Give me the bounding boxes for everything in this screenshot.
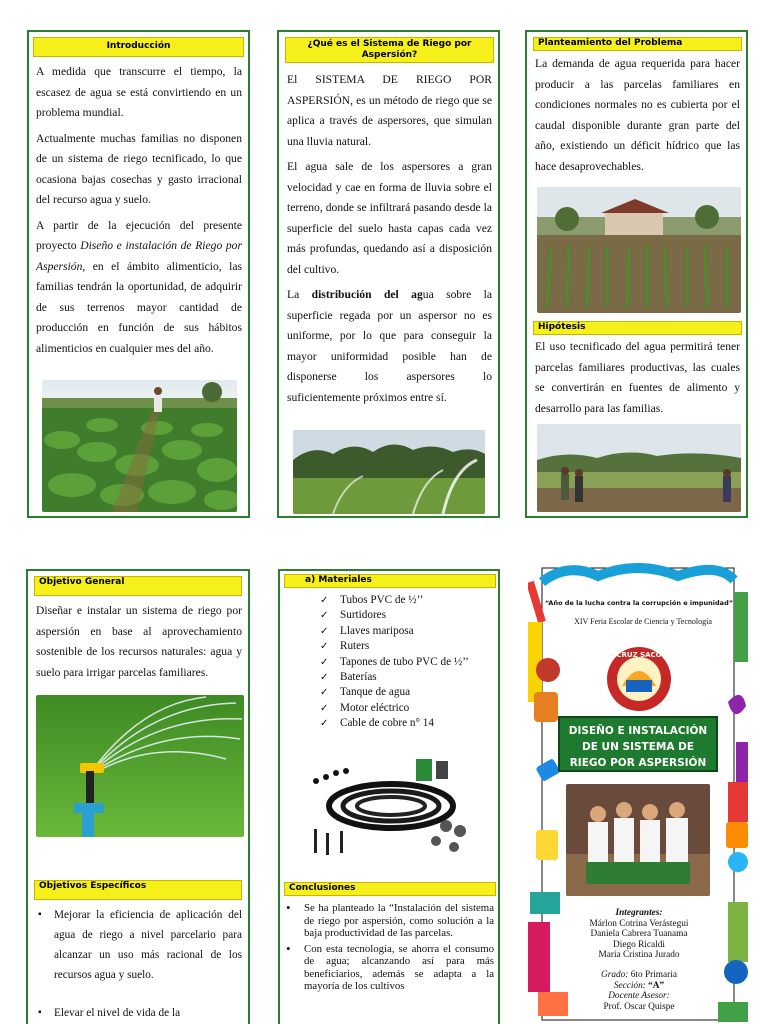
conclusion-item: • Con esta tecnología, se ahorra el consumo de agua; alcanzando así para más beneficiarios, además se adapta a la mayoría de los cultivos	[284, 943, 494, 993]
material-item: ✓ Cable de cobre n° 14	[320, 716, 498, 731]
people-field-photo	[537, 424, 741, 512]
materials-panel	[278, 569, 500, 1024]
member-name: María Cristina Jurado	[598, 950, 680, 961]
member-name: Daniela Cabrera Tuanama	[590, 929, 688, 940]
cover-panel	[528, 562, 750, 1024]
system-paragraph-1: El SISTEMA DE RIEGO POR ASPERSIÓN, es un método de riego que se aplica a través de aspersores, que simulan una lluvia natural.	[287, 73, 492, 148]
system-header: ¿Qué es el Sistema de Riego por Aspersión?	[285, 37, 494, 63]
sprinkler-field-photo	[293, 430, 485, 514]
objective-text: Diseñar e instalar un sistema de riego por aspersión en base al aprovechamiento sostenible de los recursos naturales: agua y suelo para irrigar parcelas familiares.	[36, 604, 242, 679]
problem-header: Planteamiento del Problema	[533, 37, 742, 51]
system-panel	[277, 30, 500, 518]
conclusions-header: Conclusiones	[284, 882, 496, 896]
materials-list	[320, 593, 498, 732]
specific-objective-item: ▪ Elevar el nivel de vida de la	[38, 1003, 242, 1023]
material-item: ✓ Surtidores	[320, 608, 498, 623]
material-item: ✓ Baterías	[320, 670, 498, 685]
grade-line: Grado: 6to Primaria	[601, 969, 677, 980]
member-name: Márlon Cotrina Verástegui	[589, 918, 689, 929]
crop-field-photo	[42, 380, 237, 512]
system-text	[287, 70, 492, 413]
cover-motto: “Año de la lucha contra la corrupción e impunidad”	[544, 599, 733, 607]
specific-objectives-list	[38, 905, 242, 1024]
intro-paragraph-1: A medida que transcurre el tiempo, la escasez de agua se está convirtiendo en un problema mundial.	[36, 65, 242, 119]
objective-header: Objetivo General	[34, 576, 242, 596]
intro-header: Introducción	[33, 37, 244, 57]
material-item: ✓ Ruters	[320, 639, 498, 654]
objectives-panel	[26, 569, 250, 1024]
intro-text	[36, 62, 242, 364]
advisor-label: Docente Asesor:	[608, 991, 670, 1002]
intro-paragraph-3: A partir de la ejecución del presente proyecto Diseño e instalación de Riego por Aspersión, en el ámbito alimenticio, las familias tendrán la oportunidad, de adquirir de sus terrenos mayor cantidad de producción en función de sus hábitos alimenticios en cualquier mes del año.	[36, 218, 242, 355]
conclusions-list	[284, 902, 494, 996]
intro-paragraph-2: Actualmente muchas familias no disponen de un sistema de riego tecnificado, lo que ocasiona bajas cosechas y gasto irracional del recurso agua y suelo.	[36, 131, 242, 206]
material-item: ✓ Tapones de tubo PVC de ½’’	[320, 655, 498, 670]
material-item: ✓ Llaves mariposa	[320, 624, 498, 639]
cover-title: DISEÑO E INSTALACIÓN DE UN SISTEMA DE RIEGO POR ASPERSIÓN	[558, 716, 718, 772]
advisor-name: Prof. Oscar Quispe	[603, 1001, 675, 1012]
members-label: Integrantes:	[615, 908, 663, 918]
sprinkler-lawn-photo	[36, 695, 244, 837]
farmhouse-photo	[537, 187, 741, 313]
system-paragraph-2: El agua sale de los aspersores a gran velocidad y cae en forma de lluvia sobre el terreno, donde se infiltrará pasando desde la superficie del suelo hasta capas cada vez más profundas, quedando así a disposición del cultivo.	[287, 160, 492, 276]
member-name: Diego Ricaldi	[613, 939, 665, 950]
cover-members	[548, 908, 730, 1012]
materials-header: a) Materiales	[284, 574, 496, 588]
irrigation-kit-photo	[296, 751, 486, 861]
intro-panel	[27, 30, 250, 518]
hypothesis-text: El uso tecnificado del agua permitirá tener parcelas familiares productivas, las cuales se convertirán en fuentes de alimento y desarrollo para las familias.	[535, 340, 740, 415]
cover-fair-name: XIV Feria Escolar de Ciencia y Tecnología	[574, 617, 712, 626]
team-photo	[566, 784, 710, 896]
specific-objectives-header: Objetivos Específicos	[34, 880, 242, 900]
hypothesis-header: Hipótesis	[533, 321, 742, 335]
specific-objective-item: ▪ Mejorar la eficiencia de aplicación del agua de riego a nivel parcelario para alcanzar un uso más racional de los recursos agua y suelo.	[38, 905, 242, 985]
material-item: ✓ Tanque de agua	[320, 685, 498, 700]
conclusion-item: • Se ha planteado la “Instalación del sistema de riego por aspersión, como solución a la baja productividad de las parcelas.	[284, 902, 494, 940]
problem-panel	[525, 30, 748, 518]
logo-text: CRUZ SACO	[616, 651, 662, 659]
material-item: ✓ Motor eléctrico	[320, 701, 498, 716]
school-logo	[606, 646, 672, 712]
system-paragraph-3: La distribución del agua sobre la superficie regada por un aspersor no es uniforme, por lo que para conseguir la mayor uniformidad posible han de disponerse los aspersores lo suficientemente próximos entre sí.	[287, 288, 492, 404]
material-item: ✓ Tubos PVC de ½’’	[320, 593, 498, 608]
problem-text: La demanda de agua requerida para hacer producir a las parcelas familiares en condiciones normales no es cubierta por el caudal disponible durante gran parte del año, existiendo un déficit hídrico que las hace desaprovechables.	[535, 57, 740, 173]
section-line: Sección: “A”	[613, 980, 665, 991]
